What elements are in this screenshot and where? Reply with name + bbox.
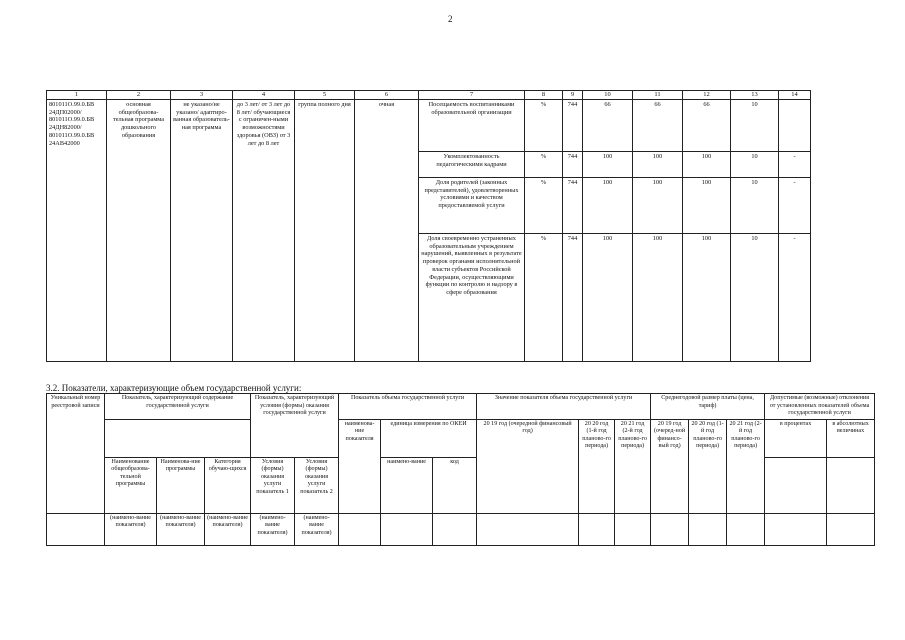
indicator-value-2: 66 [633,100,683,152]
column-number-row [47,91,811,100]
year1-header: 20 20 год (1-й год планово-го периода) [579,419,615,513]
indicator-dev-pct: 10 [731,178,779,234]
column-number: 10 [583,91,633,100]
fee0-header: 20 19 год (очеред-ной финансо-вый год) [651,419,689,513]
indicator-value-1: 100 [583,234,633,362]
stay-mode-cell: группа полного дня [295,100,355,362]
column-number: 13 [731,91,779,100]
column-number: 11 [633,91,683,100]
header-row [47,419,875,457]
section-title: 3.2. Показатели, характеризующие объем государственной услуги: [46,383,302,393]
year0-header: 20 19 год (очередной финансовый год) [477,419,579,513]
conditions-header: Показатель, характеризующий условия (формы) оказания государственной услуги [251,394,339,458]
column-number: 7 [419,91,525,100]
indicator-unit: % [525,178,563,234]
indicator-dev-pct: 10 [731,100,779,152]
empty-cell [727,513,765,545]
column-number: 5 [295,91,355,100]
volume-value-header: Значение показателя объема государственной услуги [477,394,651,420]
label-cell: (наимено-вание показателя) [205,513,251,545]
empty-cell [433,513,477,545]
column-number: 14 [779,91,811,100]
pct-header: в процентах [765,419,827,457]
indicator-value-1: 100 [583,178,633,234]
indicator-name: Укомплектованность педагогическими кадрами [419,152,525,178]
indicator-name: Доля родителей (законных представителей), удовлетворенных условиями и качеством предоставляемой услуги [419,178,525,234]
empty-cell [689,513,727,545]
program-content-cell: основная общеобразова-тельная программа дошкольного образования [107,100,171,362]
label-cell: (наимено-вание показателя) [295,513,339,545]
fee2-header: 20 21 год (2-й год планово-го периода) [727,419,765,513]
indicator-okei: 744 [563,178,583,234]
year2-header: 20 21 год (2-й год планово-го периода) [615,419,651,513]
empty-cell [47,513,105,545]
volume-indicators-table [46,393,875,546]
indicator-okei: 744 [563,152,583,178]
empty-cell [765,457,827,513]
indicator-name-header: наименова-ние показателя [339,419,381,513]
subheader-program-name: Наименова-ние программы [157,457,205,513]
label-cell: (наимено-вание показателя) [157,513,205,545]
indicator-value-2: 100 [633,152,683,178]
quality-indicators-table [46,90,811,362]
column-number: 6 [355,91,419,100]
indicator-value-3: 66 [683,100,731,152]
deviation-header: Допустимые (возможные) отклонения от установленных показателей объема государственной услуги [765,394,875,420]
subheader-condition-1: Условия (формы) оказания услуги показатель 1 [251,457,295,513]
empty-cell [615,513,651,545]
indicator-dev-abs: - [779,178,811,234]
indicator-unit: % [525,234,563,362]
page-number: 2 [448,14,453,24]
indicator-dev-abs: - [779,234,811,362]
empty-cell [827,513,875,545]
indicator-value-3: 100 [683,178,731,234]
empty-cell [339,513,381,545]
fee1-header: 20 20 год (1-й год планово-го периода) [689,419,727,513]
label-row [47,513,875,545]
header-row [47,394,875,420]
indicator-name: Посещаемость воспитанниками образовательной организации [419,100,525,152]
empty-cell [765,513,827,545]
indicator-okei: 744 [563,100,583,152]
unit-header: единица измерения по ОКЕИ [381,419,477,457]
indicator-value-2: 100 [633,234,683,362]
abs-header: в абсолютных величинах [827,419,875,457]
empty-cell [827,457,875,513]
avg-fee-header: Среднегодовой размер платы (цена, тариф) [651,394,765,420]
registry-header: Уникальный номер реестровой записи [47,394,105,514]
empty-cell [579,513,615,545]
indicator-value-3: 100 [683,234,731,362]
column-number: 1 [47,91,107,100]
column-number: 9 [563,91,583,100]
column-number: 12 [683,91,731,100]
volume-header: Показатель объема государственной услуги [339,394,477,420]
indicator-okei: 744 [563,234,583,362]
age-group-cell: до 3 лет/ от 3 лет до 8 лет/ обучающиеся с ограничен-ными возможностями здоровья (ОВЗ) от 3 лет до 8 лет [233,100,295,362]
table-row [47,100,811,152]
indicator-unit: % [525,100,563,152]
subheader-condition-2: Условия (формы) оказания услуги показатель 2 [295,457,339,513]
indicator-dev-abs: - [779,152,811,178]
label-cell: (наимено-вание показателя) [251,513,295,545]
indicator-dev-pct: 10 [731,234,779,362]
student-category-cell: не указано/не указано/ адаптиро-ванная образователь-ная программа [171,100,233,362]
column-number: 2 [107,91,171,100]
form-cell: очная [355,100,419,362]
indicator-value-1: 100 [583,152,633,178]
column-number: 4 [233,91,295,100]
subheader-program: Наименование общеобразова-тельной программы [105,457,157,513]
subheader-unit-name: наимено-вание [381,457,433,513]
column-number: 8 [525,91,563,100]
indicator-value-1: 66 [583,100,633,152]
indicator-value-3: 100 [683,152,731,178]
indicator-dev-pct: 10 [731,152,779,178]
empty-cell [651,513,689,545]
empty-cell [105,419,251,457]
indicator-name: Доля своевременно устраненных образовательным учреждением нарушений, выявленных в результате проверок органами исполнительной власти субъектов Российской Федерации, осуществляющими функции по контролю и надзору в сфере образования [419,234,525,362]
indicator-value-2: 100 [633,178,683,234]
empty-cell [477,513,579,545]
content-header: Показатель, характеризующий содержание государственной услуги [105,394,251,420]
empty-cell [381,513,433,545]
registry-codes-cell: 801011О.99.0.БВ 24ДП02000/ 801011О.99.0.БВ 24ДН82000/ 801011О.99.0.БВ 24АВ42000 [47,100,107,362]
subheader-category: Категория обучаю-щихся [205,457,251,513]
label-cell: (наимено-вание показателя) [105,513,157,545]
indicator-dev-abs [779,100,811,152]
column-number: 3 [171,91,233,100]
subheader-unit-code: код [433,457,477,513]
indicator-unit: % [525,152,563,178]
